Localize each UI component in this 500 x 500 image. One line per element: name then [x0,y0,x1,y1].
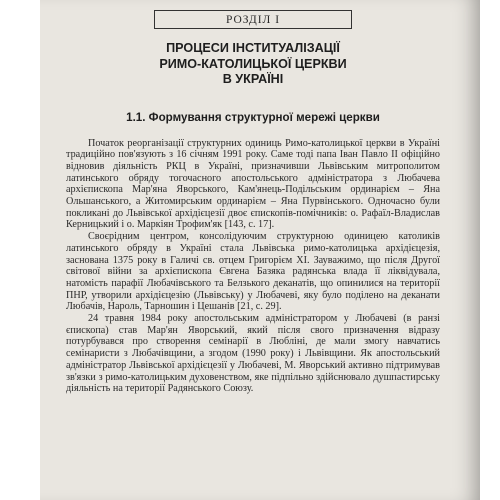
body-text [66,138,440,395]
book-page [40,0,480,500]
chapter-title-line: РИМО-КАТОЛИЦЬКОЇ ЦЕРКВИ [159,56,347,71]
paragraph: Початок реорганізації структурних одиниць Римо-католицької церкви в Україні традиційно пов'язують з 16 січням 1991 року. Саме тоді папа Іван Павло ІІ офіційно відновив діяльність РКЦ в Україні, призначивши Львівським митрополитом латинського обряду тогочасного апостольського адміністратора з Любачева архієпископа Мар'яна Яворського, Кам'янець-Подільським ординарієм – Яна Ольшанського, а Житомирським ординарієм – Яна Пурвінського. Одночасно були покликані до Львівської архідієцезії двоє єпископів-помічників: о. Рафаїл-Владислав Керницький і о. Маркіян Трофим'як [143, с. 17]. [66,137,440,231]
section-heading: 1.1. Формування структурної мережі церкви [126,110,380,124]
paragraph: 24 травня 1984 року апостольським адміністратором у Любачеві (в ранзі єпископа) став Мар'ян Яворський, який після свого призначення відразу потурбувався про створення семінарії в Любліні, де мали змогу навчатись семінаристи з Любачівщини, а згодом (1990 року) і Львівщини. Як апостольський адміністратор Львівської архідієцезії у Любачеві, М. Яворський активно підтримував зв'язки з римо-католицьким духовенством, яке підпільно здійснювало душпастирську діяльність на території Радянського Союзу. [66,313,440,395]
paragraph: Своєрідним центром, консолідуючим структурною одиницею католиків латинського обряду в Україні стала Львівська римо-католицька архідієцезія, заснована 1375 року в Галичі св. отцем Григорієм ХІ. Зауважимо, що після Другої світової війни за архієпископа Євгена Базяка радянська влада її ліквідувала, натомість парафії Любачівського та Белзького деканатів, що опинилися на території ПНР, утворили архідієцезію (Львівську) у Любачеві, яку було поділено на деканати Любачів, Нароль, Тарношин і Цешанів [21, с. 29]. [66,231,440,313]
chapter-title-line: ПРОЦЕСИ ІНСТИТУАЛІЗАЦІЇ [166,41,340,55]
section-label: РОЗДІЛ І [225,14,281,26]
chapter-title-line: В УКРАЇНІ [222,72,284,86]
section-label-box [154,10,352,29]
page-content [66,0,440,395]
chapter-title [66,41,440,88]
